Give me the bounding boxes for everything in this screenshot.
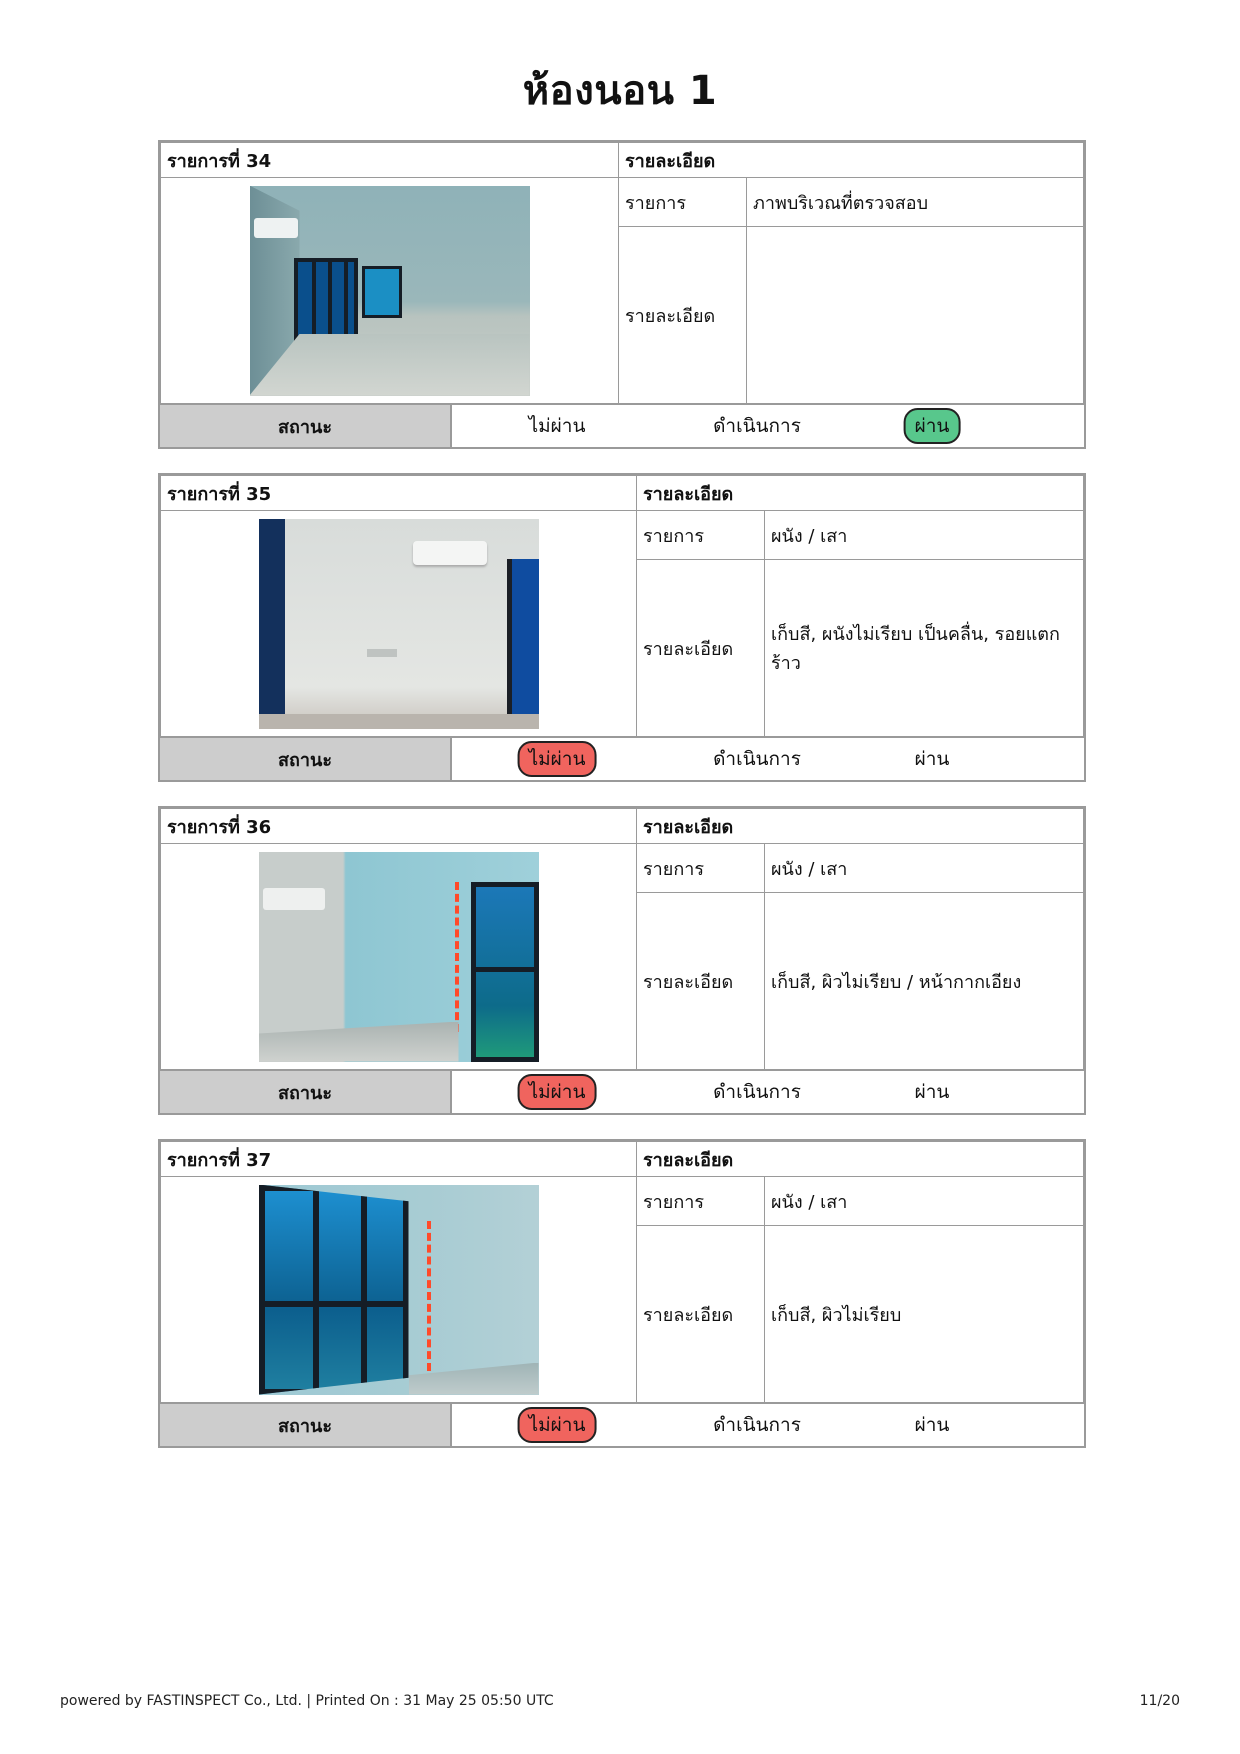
status-pass-option[interactable]: ผ่าน [914,748,950,770]
inspection-card [158,1139,1086,1448]
status-in-progress-option[interactable]: ดำเนินการ [713,748,801,770]
detail-label: รายละเอียด [637,1226,765,1403]
item-value: ผนัง / เสา [765,1177,1084,1226]
status-fail-option[interactable]: ไม่ผ่าน [518,741,597,777]
inspection-photo[interactable] [259,1185,539,1395]
item-label: รายการ [637,844,765,893]
status-fail-option[interactable]: ไม่ผ่าน [528,415,586,437]
inspection-photo[interactable] [259,852,539,1062]
inspection-card [158,140,1086,449]
item-value: ผนัง / เสา [765,511,1084,560]
status-row [160,1403,1084,1446]
status-label: สถานะ [160,738,452,780]
photo-cell [161,1177,637,1403]
inspection-card [158,806,1086,1115]
status-row [160,737,1084,780]
status-row [160,1070,1084,1113]
item-number: รายการที่ 37 [161,1142,637,1177]
item-number: รายการที่ 35 [161,476,637,511]
detail-label: รายละเอียด [637,560,765,737]
page-number: 11/20 [1139,1693,1180,1709]
item-number: รายการที่ 34 [161,143,619,178]
status-label: สถานะ [160,405,452,447]
status-fail-option[interactable]: ไม่ผ่าน [518,1074,597,1110]
inspection-card [158,473,1086,782]
photo-cell [161,844,637,1070]
detail-header: รายละเอียด [637,1142,1084,1177]
detail-header: รายละเอียด [619,143,1084,178]
detail-value: เก็บสี, ผนังไม่เรียบ เป็นคลื่น, รอยแตกร้าว [765,560,1084,737]
status-in-progress-option[interactable]: ดำเนินการ [713,1414,801,1436]
detail-header: รายละเอียด [637,476,1084,511]
status-pass-option[interactable]: ผ่าน [904,408,961,444]
status-in-progress-option[interactable]: ดำเนินการ [713,415,801,437]
detail-value: เก็บสี, ผิวไม่เรียบ [765,1226,1084,1403]
photo-cell [161,511,637,737]
photo-cell [161,178,619,404]
inspection-photo[interactable] [259,519,539,729]
status-pass-option[interactable]: ผ่าน [914,1414,950,1436]
item-number: รายการที่ 36 [161,809,637,844]
item-label: รายการ [637,1177,765,1226]
status-pass-option[interactable]: ผ่าน [914,1081,950,1103]
detail-header: รายละเอียด [637,809,1084,844]
item-value: ผนัง / เสา [765,844,1084,893]
detail-value: เก็บสี, ผิวไม่เรียบ / หน้ากากเอียง [765,893,1084,1070]
status-label: สถานะ [160,1404,452,1446]
item-label: รายการ [619,178,747,227]
item-value: ภาพบริเวณที่ตรวจสอบ [747,178,1084,227]
status-in-progress-option[interactable]: ดำเนินการ [713,1081,801,1103]
page-title: ห้องนอน 1 [522,68,718,114]
detail-label: รายละเอียด [637,893,765,1070]
inspection-list [158,140,1086,1472]
detail-label: รายละเอียด [619,227,747,404]
status-fail-option[interactable]: ไม่ผ่าน [518,1407,597,1443]
footer-credit: powered by FASTINSPECT Co., Ltd. | Printed On : 31 May 25 05:50 UTC [60,1693,554,1709]
item-label: รายการ [637,511,765,560]
status-label: สถานะ [160,1071,452,1113]
inspection-photo[interactable] [250,186,530,396]
status-row [160,404,1084,447]
detail-value [747,227,1084,404]
